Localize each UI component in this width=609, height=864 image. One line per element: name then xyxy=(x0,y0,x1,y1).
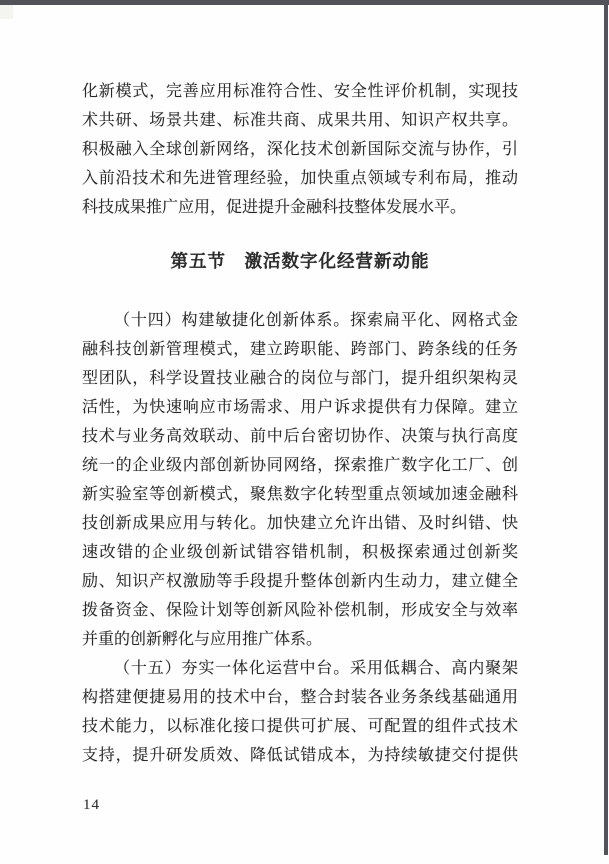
page-number: 14 xyxy=(83,797,100,813)
body-line: 拨备资金、保险计划等创新风险补偿机制，形成安全与效率 xyxy=(82,602,518,619)
body-line: 术共研、场景共建、标准共商、成果共用、知识产权共享。 xyxy=(82,112,518,129)
body-line: 励、知识产权激励等手段提升整体创新内生动力，建立健全 xyxy=(82,573,518,590)
body-line: （十四）构建敏捷化创新体系。探索扁平化、网格式金 xyxy=(114,312,518,329)
body-line: 技术与业务高效联动、前中后台密切协作、决策与执行高度 xyxy=(82,428,518,445)
scan-right-edge-line xyxy=(604,0,608,855)
body-line: （十五）夯实一体化运营中台。采用低耦合、高内聚架 xyxy=(114,660,518,677)
body-line: 构搭建便捷易用的技术中台，整合封装各业务条线基础通用 xyxy=(82,689,518,706)
body-line: 型团队，科学设置技业融合的岗位与部门，提升组织架构灵 xyxy=(82,370,518,387)
body-line: 并重的创新孵化与应用推广体系。 xyxy=(82,631,323,648)
body-line: 科技成果推广应用，促进提升金融科技整体发展水平。 xyxy=(82,199,467,216)
document-body xyxy=(82,77,518,770)
body-line: 积极融入全球创新网络，深化技术创新国际交流与协作，引 xyxy=(82,141,518,158)
body-line: 活性，为快速响应市场需求、用户诉求提供有力保障。建立 xyxy=(82,399,518,416)
body-line: 统一的企业级内部创新协同网络，探索推广数字化工厂、创 xyxy=(82,457,518,474)
body-line: 入前沿技术和先进管理经验，加快重点领域专利布局，推动 xyxy=(82,170,518,187)
body-line: 融科技创新管理模式，建立跨职能、跨部门、跨条线的任务 xyxy=(82,341,518,358)
body-line: 技创新成果应用与转化。加快建立允许出错、及时纠错、快 xyxy=(82,515,518,532)
body-line: 化新模式，完善应用标准符合性、安全性评价机制，实现技 xyxy=(82,83,518,100)
scan-corner-patch xyxy=(0,5,13,19)
body-line: 新实验室等创新模式，聚焦数字化转型重点领域加速金融科 xyxy=(82,486,518,503)
section-heading: 第五节 激活数字化经营新动能 xyxy=(170,251,430,271)
scan-top-edge-bar xyxy=(0,0,609,5)
body-line: 技术能力，以标准化接口提供可扩展、可配置的组件式技术 xyxy=(82,718,518,735)
body-line: 支持，提升研发质效、降低试错成本，为持续敏捷交付提供 xyxy=(82,747,518,764)
body-line: 速改错的企业级创新试错容错机制，积极探索通过创新奖 xyxy=(82,544,518,561)
